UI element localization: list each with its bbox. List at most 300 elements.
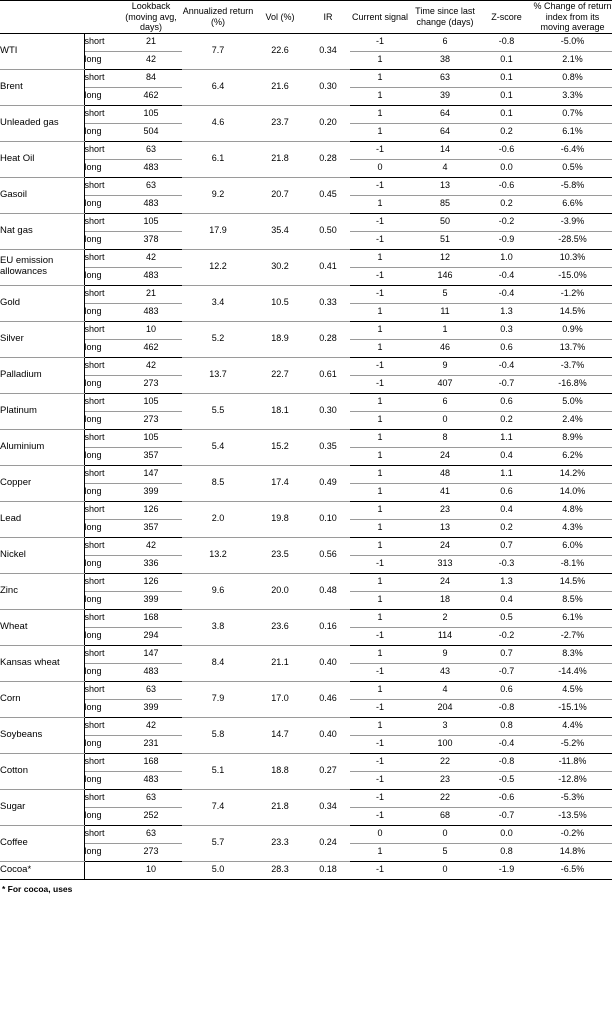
commodity-name: Copper [0, 465, 84, 501]
commodity-name: Aluminium [0, 429, 84, 465]
zscore: -0.8 [480, 699, 533, 717]
pct-change-from-moving-average: 4.3% [533, 519, 612, 537]
pct-change-from-moving-average: 6.2% [533, 447, 612, 465]
current-signal: 1 [350, 501, 410, 519]
commodity-name: Corn [0, 681, 84, 717]
pct-change-from-moving-average: 14.8% [533, 843, 612, 861]
pct-change-from-moving-average: -3.9% [533, 213, 612, 231]
zscore: 0.7 [480, 645, 533, 663]
volatility: 18.8 [254, 753, 306, 789]
term-label: short [84, 789, 120, 807]
commodity-name: WTI [0, 33, 84, 69]
header-current-signal: Current signal [351, 11, 409, 22]
term-label: long [84, 555, 120, 573]
term-label: short [84, 213, 120, 231]
zscore: 0.2 [480, 519, 533, 537]
time-since-last-change: 0 [410, 861, 480, 879]
term-label: short [84, 105, 120, 123]
term-label: short [84, 537, 120, 555]
zscore: 0.0 [480, 825, 533, 843]
header-ir: IR [323, 11, 333, 22]
volatility: 18.1 [254, 393, 306, 429]
volatility: 20.0 [254, 573, 306, 609]
zscore: 1.0 [480, 249, 533, 267]
annualized-return: 5.7 [182, 825, 254, 861]
pct-change-from-moving-average: -15.1% [533, 699, 612, 717]
commodity-name: Palladium [0, 357, 84, 393]
lookback-days: 126 [120, 573, 182, 591]
lookback-days: 357 [120, 519, 182, 537]
header-name [0, 1, 84, 34]
information-ratio: 0.34 [306, 789, 350, 825]
commodity-name: Cotton [0, 753, 84, 789]
annualized-return: 7.4 [182, 789, 254, 825]
commodity-name: Nat gas [0, 213, 84, 249]
header-time-since-last-change: Time since last change (days) [415, 6, 475, 27]
volatility: 20.7 [254, 177, 306, 213]
current-signal: 1 [350, 321, 410, 339]
term-label: long [84, 231, 120, 249]
information-ratio: 0.20 [306, 105, 350, 141]
time-since-last-change: 313 [410, 555, 480, 573]
time-since-last-change: 4 [410, 681, 480, 699]
pct-change-from-moving-average: -11.8% [533, 753, 612, 771]
zscore: 0.8 [480, 717, 533, 735]
table-row [0, 645, 612, 663]
zscore: -0.8 [480, 753, 533, 771]
commodity-name: Sugar [0, 789, 84, 825]
term-label: long [84, 699, 120, 717]
volatility: 17.0 [254, 681, 306, 717]
current-signal: 1 [350, 483, 410, 501]
term-label: short [84, 609, 120, 627]
zscore: 1.3 [480, 303, 533, 321]
commodity-name: EU emission allowances [0, 249, 84, 285]
term-label: long [84, 87, 120, 105]
lookback-days: 462 [120, 339, 182, 357]
time-since-last-change: 2 [410, 609, 480, 627]
information-ratio: 0.61 [306, 357, 350, 393]
header-vol: Vol (%) [265, 11, 295, 22]
annualized-return: 17.9 [182, 213, 254, 249]
zscore: -0.2 [480, 213, 533, 231]
volatility: 21.8 [254, 141, 306, 177]
lookback-days: 504 [120, 123, 182, 141]
pct-change-from-moving-average: 14.0% [533, 483, 612, 501]
time-since-last-change: 63 [410, 69, 480, 87]
table-row [0, 357, 612, 375]
volatility: 19.8 [254, 501, 306, 537]
annualized-return: 8.5 [182, 465, 254, 501]
current-signal: 1 [350, 429, 410, 447]
pct-change-from-moving-average: 2.1% [533, 51, 612, 69]
time-since-last-change: 5 [410, 843, 480, 861]
annualized-return: 5.5 [182, 393, 254, 429]
term-label: short [84, 681, 120, 699]
zscore: 0.1 [480, 87, 533, 105]
current-signal: 1 [350, 393, 410, 411]
lookback-days: 483 [120, 771, 182, 789]
zscore: 0.6 [480, 339, 533, 357]
time-since-last-change: 4 [410, 159, 480, 177]
current-signal: 1 [350, 465, 410, 483]
time-since-last-change: 46 [410, 339, 480, 357]
volatility: 10.5 [254, 285, 306, 321]
zscore: 1.1 [480, 429, 533, 447]
volatility: 23.3 [254, 825, 306, 861]
term-label: long [84, 843, 120, 861]
term-label: long [84, 303, 120, 321]
annualized-return: 3.4 [182, 285, 254, 321]
current-signal: -1 [350, 807, 410, 825]
current-signal: -1 [350, 267, 410, 285]
information-ratio: 0.33 [306, 285, 350, 321]
volatility: 23.5 [254, 537, 306, 573]
current-signal: -1 [350, 789, 410, 807]
time-since-last-change: 64 [410, 123, 480, 141]
pct-change-from-moving-average: -28.5% [533, 231, 612, 249]
zscore: 1.3 [480, 573, 533, 591]
current-signal: -1 [350, 285, 410, 303]
table-row [0, 501, 612, 519]
time-since-last-change: 8 [410, 429, 480, 447]
information-ratio: 0.18 [306, 861, 350, 879]
lookback-days: 63 [120, 177, 182, 195]
lookback-days: 252 [120, 807, 182, 825]
lookback-days: 168 [120, 609, 182, 627]
lookback-days: 399 [120, 591, 182, 609]
term-label: long [84, 483, 120, 501]
volatility: 23.7 [254, 105, 306, 141]
term-label: short [84, 429, 120, 447]
current-signal: -1 [350, 213, 410, 231]
pct-change-from-moving-average: 0.9% [533, 321, 612, 339]
lookback-days: 399 [120, 483, 182, 501]
zscore: -0.7 [480, 375, 533, 393]
zscore: 0.0 [480, 159, 533, 177]
time-since-last-change: 64 [410, 105, 480, 123]
commodity-name: Silver [0, 321, 84, 357]
term-label: long [84, 447, 120, 465]
zscore: -0.6 [480, 789, 533, 807]
table-row [0, 609, 612, 627]
current-signal: -1 [350, 33, 410, 51]
volatility: 35.4 [254, 213, 306, 249]
commodity-name: Gold [0, 285, 84, 321]
zscore: 0.2 [480, 195, 533, 213]
zscore: 0.6 [480, 393, 533, 411]
time-since-last-change: 24 [410, 537, 480, 555]
zscore: -0.8 [480, 33, 533, 51]
time-since-last-change: 0 [410, 411, 480, 429]
term-label: short [84, 249, 120, 267]
time-since-last-change: 13 [410, 519, 480, 537]
time-since-last-change: 22 [410, 789, 480, 807]
lookback-days: 42 [120, 51, 182, 69]
pct-change-from-moving-average: 4.5% [533, 681, 612, 699]
pct-change-from-moving-average: -2.7% [533, 627, 612, 645]
current-signal: 1 [350, 609, 410, 627]
pct-change-from-moving-average: 2.4% [533, 411, 612, 429]
pct-change-from-moving-average: 14.2% [533, 465, 612, 483]
pct-change-from-moving-average: 0.5% [533, 159, 612, 177]
lookback-days: 42 [120, 537, 182, 555]
annualized-return: 9.2 [182, 177, 254, 213]
time-since-last-change: 43 [410, 663, 480, 681]
pct-change-from-moving-average: -5.2% [533, 735, 612, 753]
lookback-days: 84 [120, 69, 182, 87]
current-signal: -1 [350, 375, 410, 393]
lookback-days: 147 [120, 645, 182, 663]
time-since-last-change: 18 [410, 591, 480, 609]
volatility: 30.2 [254, 249, 306, 285]
information-ratio: 0.24 [306, 825, 350, 861]
commodity-name: Platinum [0, 393, 84, 429]
pct-change-from-moving-average: -5.3% [533, 789, 612, 807]
table-row [0, 717, 612, 735]
time-since-last-change: 13 [410, 177, 480, 195]
commodity-name: Cocoa* [0, 861, 84, 879]
volatility: 22.7 [254, 357, 306, 393]
term-label: short [84, 753, 120, 771]
time-since-last-change: 85 [410, 195, 480, 213]
commodity-name: Zinc [0, 573, 84, 609]
zscore: -0.4 [480, 285, 533, 303]
time-since-last-change: 12 [410, 249, 480, 267]
term-label: long [84, 375, 120, 393]
current-signal: 1 [350, 105, 410, 123]
annualized-return: 7.7 [182, 33, 254, 69]
current-signal: 1 [350, 303, 410, 321]
current-signal: 1 [350, 411, 410, 429]
lookback-days: 483 [120, 303, 182, 321]
lookback-days: 483 [120, 267, 182, 285]
information-ratio: 0.45 [306, 177, 350, 213]
volatility: 22.6 [254, 33, 306, 69]
commodity-name: Unleaded gas [0, 105, 84, 141]
time-since-last-change: 146 [410, 267, 480, 285]
lookback-days: 105 [120, 105, 182, 123]
pct-change-from-moving-average: -5.0% [533, 33, 612, 51]
zscore: 0.6 [480, 483, 533, 501]
pct-change-from-moving-average: -15.0% [533, 267, 612, 285]
term-label: long [84, 123, 120, 141]
table-row [0, 177, 612, 195]
term-label: long [84, 771, 120, 789]
lookback-days: 462 [120, 87, 182, 105]
term-label: short [84, 177, 120, 195]
pct-change-from-moving-average: 5.0% [533, 393, 612, 411]
zscore: -0.2 [480, 627, 533, 645]
time-since-last-change: 11 [410, 303, 480, 321]
table-row [0, 249, 612, 267]
information-ratio: 0.35 [306, 429, 350, 465]
pct-change-from-moving-average: 6.0% [533, 537, 612, 555]
zscore: -1.9 [480, 861, 533, 879]
annualized-return: 5.4 [182, 429, 254, 465]
current-signal: 0 [350, 825, 410, 843]
current-signal: -1 [350, 231, 410, 249]
zscore: 0.5 [480, 609, 533, 627]
table-row [0, 825, 612, 843]
lookback-days: 483 [120, 195, 182, 213]
term-label: long [84, 195, 120, 213]
time-since-last-change: 204 [410, 699, 480, 717]
pct-change-from-moving-average: 6.1% [533, 609, 612, 627]
commodity-name: Brent [0, 69, 84, 105]
pct-change-from-moving-average: 8.3% [533, 645, 612, 663]
term-label: long [84, 591, 120, 609]
pct-change-from-moving-average: 8.5% [533, 591, 612, 609]
commodity-name: Soybeans [0, 717, 84, 753]
table-row [0, 141, 612, 159]
lookback-days: 42 [120, 249, 182, 267]
time-since-last-change: 14 [410, 141, 480, 159]
zscore: 0.4 [480, 591, 533, 609]
term-label: long [84, 267, 120, 285]
current-signal: 1 [350, 573, 410, 591]
lookback-days: 273 [120, 843, 182, 861]
pct-change-from-moving-average: 14.5% [533, 573, 612, 591]
volatility: 14.7 [254, 717, 306, 753]
zscore: -0.4 [480, 357, 533, 375]
annualized-return: 7.9 [182, 681, 254, 717]
lookback-days: 21 [120, 285, 182, 303]
lookback-days: 105 [120, 213, 182, 231]
table-row [0, 573, 612, 591]
commodity-name: Lead [0, 501, 84, 537]
time-since-last-change: 114 [410, 627, 480, 645]
pct-change-from-moving-average: -16.8% [533, 375, 612, 393]
current-signal: 1 [350, 447, 410, 465]
table-row [0, 69, 612, 87]
zscore: 0.8 [480, 843, 533, 861]
annualized-return: 5.1 [182, 753, 254, 789]
pct-change-from-moving-average: -12.8% [533, 771, 612, 789]
zscore: 0.2 [480, 123, 533, 141]
lookback-days: 63 [120, 141, 182, 159]
time-since-last-change: 6 [410, 33, 480, 51]
zscore: 0.6 [480, 681, 533, 699]
volatility: 21.6 [254, 69, 306, 105]
volatility: 28.3 [254, 861, 306, 879]
table-header [0, 1, 612, 34]
pct-change-from-moving-average: -1.2% [533, 285, 612, 303]
header-annualized-return: Annualized return (%) [182, 6, 254, 27]
term-label: short [84, 465, 120, 483]
time-since-last-change: 38 [410, 51, 480, 69]
current-signal: 1 [350, 645, 410, 663]
pct-change-from-moving-average: -5.8% [533, 177, 612, 195]
commodity-name: Coffee [0, 825, 84, 861]
time-since-last-change: 22 [410, 753, 480, 771]
current-signal: -1 [350, 699, 410, 717]
term-label: short [84, 33, 120, 51]
current-signal: -1 [350, 735, 410, 753]
lookback-days: 10 [120, 321, 182, 339]
term-label: long [84, 159, 120, 177]
time-since-last-change: 50 [410, 213, 480, 231]
volatility: 21.8 [254, 789, 306, 825]
information-ratio: 0.48 [306, 573, 350, 609]
information-ratio: 0.34 [306, 33, 350, 69]
zscore: 0.1 [480, 69, 533, 87]
pct-change-from-moving-average: 0.7% [533, 105, 612, 123]
zscore: 0.7 [480, 537, 533, 555]
current-signal: -1 [350, 861, 410, 879]
zscore: -0.7 [480, 663, 533, 681]
pct-change-from-moving-average: -3.7% [533, 357, 612, 375]
information-ratio: 0.40 [306, 717, 350, 753]
current-signal: -1 [350, 555, 410, 573]
information-ratio: 0.28 [306, 321, 350, 357]
lookback-days: 126 [120, 501, 182, 519]
time-since-last-change: 1 [410, 321, 480, 339]
annualized-return: 6.1 [182, 141, 254, 177]
term-label: long [84, 735, 120, 753]
information-ratio: 0.40 [306, 645, 350, 681]
table-row [0, 753, 612, 771]
pct-change-from-moving-average: -14.4% [533, 663, 612, 681]
zscore: -0.3 [480, 555, 533, 573]
lookback-days: 21 [120, 33, 182, 51]
information-ratio: 0.30 [306, 69, 350, 105]
term-label: short [84, 717, 120, 735]
annualized-return: 8.4 [182, 645, 254, 681]
lookback-days: 483 [120, 159, 182, 177]
table-row [0, 285, 612, 303]
current-signal: 1 [350, 339, 410, 357]
current-signal: 1 [350, 843, 410, 861]
lookback-days: 336 [120, 555, 182, 573]
term-label: long [84, 411, 120, 429]
lookback-days: 105 [120, 429, 182, 447]
annualized-return: 5.0 [182, 861, 254, 879]
current-signal: 1 [350, 51, 410, 69]
term-label: short [84, 141, 120, 159]
term-label: long [84, 339, 120, 357]
time-since-last-change: 3 [410, 717, 480, 735]
zscore: 0.1 [480, 51, 533, 69]
time-since-last-change: 24 [410, 573, 480, 591]
table-row [0, 213, 612, 231]
table-row [0, 789, 612, 807]
table-row [0, 105, 612, 123]
commodity-name: Nickel [0, 537, 84, 573]
zscore: -0.7 [480, 807, 533, 825]
current-signal: 1 [350, 537, 410, 555]
header-lookback: Lookback (moving avg, days) [125, 1, 177, 33]
current-signal: 1 [350, 717, 410, 735]
volatility: 23.6 [254, 609, 306, 645]
time-since-last-change: 51 [410, 231, 480, 249]
lookback-days: 10 [120, 861, 182, 879]
commodity-name: Wheat [0, 609, 84, 645]
table-row [0, 393, 612, 411]
commodity-name: Heat Oil [0, 141, 84, 177]
zscore: 0.3 [480, 321, 533, 339]
annualized-return: 2.0 [182, 501, 254, 537]
zscore: -0.4 [480, 735, 533, 753]
annualized-return: 3.8 [182, 609, 254, 645]
information-ratio: 0.41 [306, 249, 350, 285]
time-since-last-change: 41 [410, 483, 480, 501]
volatility: 21.1 [254, 645, 306, 681]
pct-change-from-moving-average: -0.2% [533, 825, 612, 843]
zscore: 0.4 [480, 501, 533, 519]
table-row [0, 861, 612, 879]
information-ratio: 0.56 [306, 537, 350, 573]
